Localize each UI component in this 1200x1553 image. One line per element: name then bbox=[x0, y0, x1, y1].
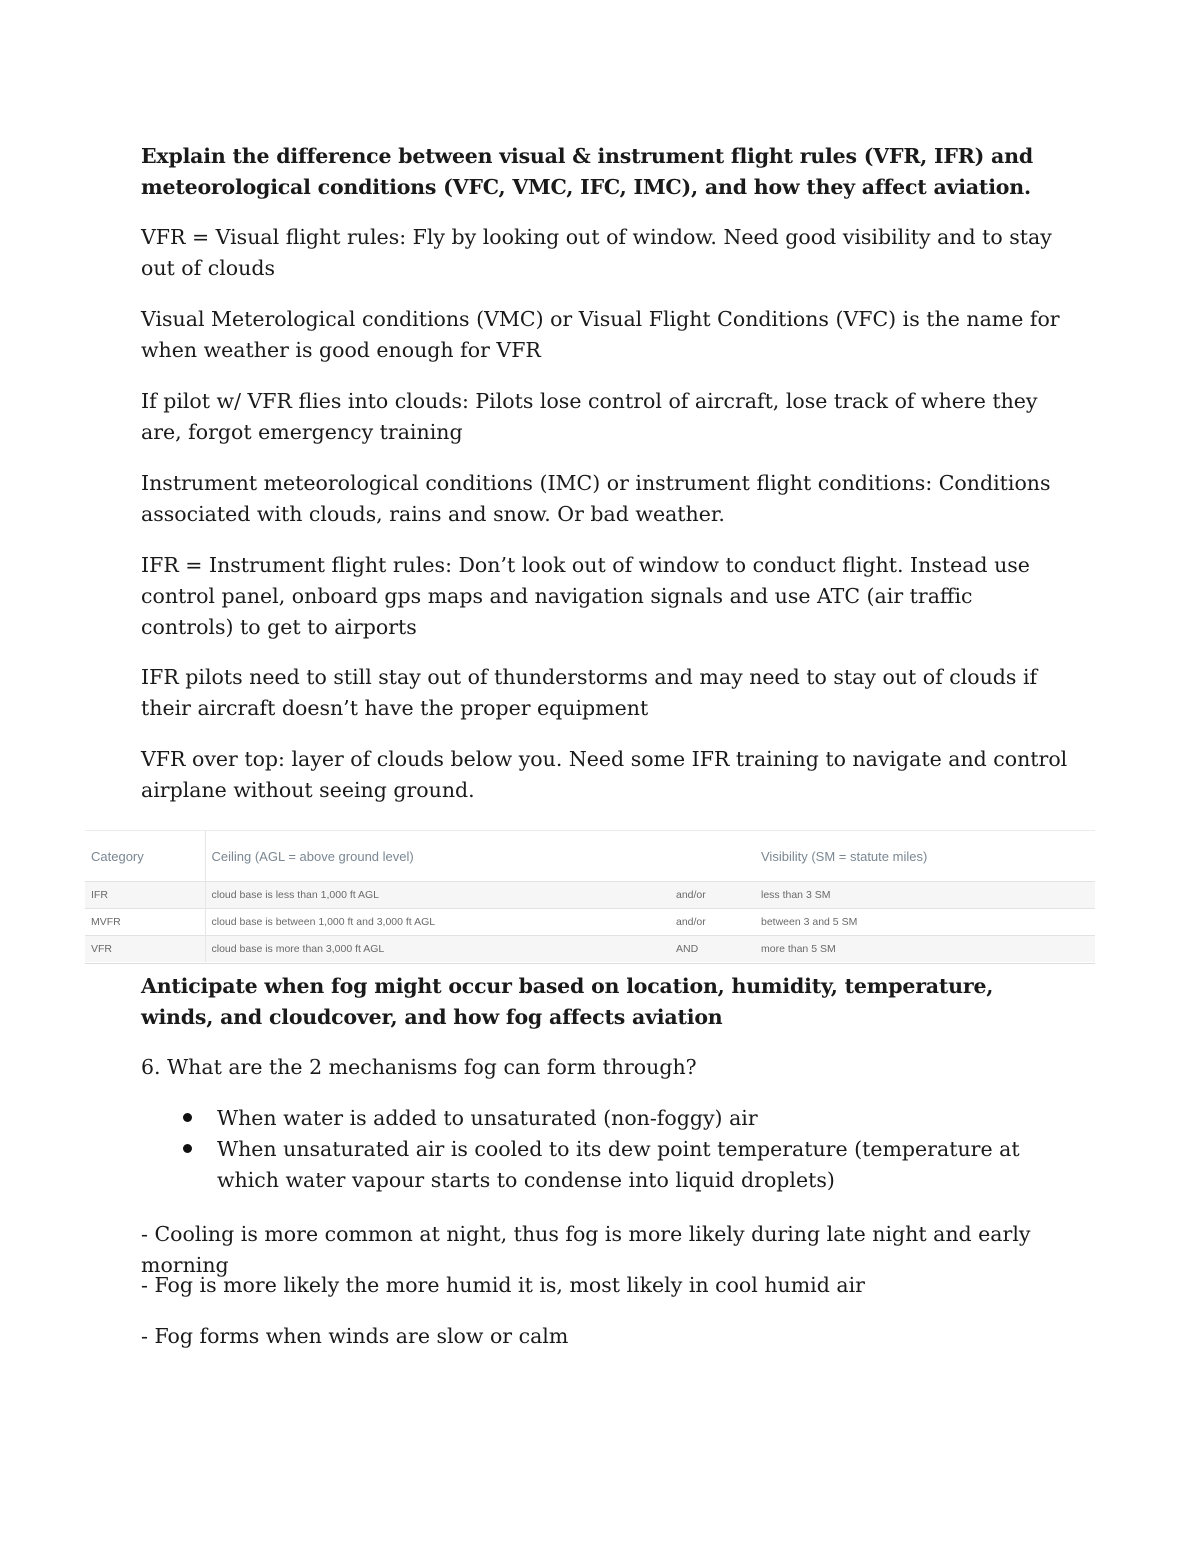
paragraph-imc-definition: Instrument meteorological conditions (IMC) or instrument flight conditions: Conditions associated with clouds, rains and snow. Or bad weather. bbox=[141, 471, 1051, 526]
table-cell-category: IFR bbox=[85, 882, 205, 909]
flight-category-table-grid bbox=[85, 831, 1095, 962]
note-winds: - Fog forms when winds are slow or calm bbox=[141, 1324, 569, 1348]
table-cell-ceiling: cloud base is more than 3,000 ft AGL bbox=[205, 936, 670, 963]
paragraph-ifr-thunderstorms: IFR pilots need to still stay out of thunderstorms and may need to stay out of clouds if their aircraft doesn’t have the proper equipment bbox=[141, 665, 1038, 720]
table-header-visibility: Visibility (SM = statute miles) bbox=[761, 848, 928, 864]
fog-mechanisms-list bbox=[141, 1103, 1071, 1196]
bullet-icon bbox=[183, 1113, 192, 1122]
paragraph-ifr-definition: IFR = Instrument flight rules: Don’t look out of window to conduct flight. Instead use control panel, onboard gps maps and navigation signals and use ATC (air traffic controls) to get to airports bbox=[141, 553, 1030, 639]
list-item-text: When unsaturated air is cooled to its dew point temperature (temperature at which water vapour starts to condense into liquid droplets) bbox=[217, 1137, 1020, 1192]
list-item bbox=[141, 1134, 1071, 1196]
table-cell-conjunction: and/or bbox=[670, 882, 755, 909]
table-cell-ceiling: cloud base is between 1,000 ft and 3,000 ft AGL bbox=[205, 909, 670, 936]
paragraph-vfr-definition: VFR = Visual flight rules: Fly by looking out of window. Need good visibility and to stay out of clouds bbox=[141, 225, 1052, 280]
table-header-category: Category bbox=[91, 848, 144, 864]
section-heading-fog: Anticipate when fog might occur based on location, humidity, temperature, winds, and cloudcover, and how fog affects aviation bbox=[141, 974, 994, 1029]
paragraph-vfr-into-clouds: If pilot w/ VFR flies into clouds: Pilots lose control of aircraft, lose track of where they are, forgot emergency training bbox=[141, 389, 1038, 444]
table-cell-conjunction: AND bbox=[670, 936, 755, 963]
table-row bbox=[85, 936, 1095, 963]
table-header-ceiling: Ceiling (AGL = above ground level) bbox=[205, 831, 670, 882]
question-fog-mechanisms: 6. What are the 2 mechanisms fog can form through? bbox=[141, 1055, 697, 1079]
table-cell-conjunction: and/or bbox=[670, 909, 755, 936]
note-humidity: - Fog is more likely the more humid it is, most likely in cool humid air bbox=[141, 1273, 865, 1297]
table-header-row bbox=[85, 831, 1095, 882]
table-row bbox=[85, 882, 1095, 909]
list-item bbox=[141, 1103, 1071, 1134]
table-cell-category: VFR bbox=[85, 936, 205, 963]
table-cell-visibility: between 3 and 5 SM bbox=[755, 909, 1095, 936]
table-cell-visibility: less than 3 SM bbox=[755, 882, 1095, 909]
table-cell-ceiling: cloud base is less than 1,000 ft AGL bbox=[205, 882, 670, 909]
flight-category-table bbox=[85, 830, 1095, 964]
note-cooling-night: - Cooling is more common at night, thus fog is more likely during late night and early morning bbox=[141, 1222, 1031, 1277]
list-item-text: When water is added to unsaturated (non-foggy) air bbox=[217, 1106, 758, 1130]
table-cell-visibility: more than 5 SM bbox=[755, 936, 1095, 963]
section-heading-flight-rules: Explain the difference between visual & instrument flight rules (VFR, IFR) and meteorological conditions (VFC, VMC, IFC, IMC), and how they affect aviation. bbox=[141, 144, 1033, 199]
table-cell-category: MVFR bbox=[85, 909, 205, 936]
bullet-icon bbox=[183, 1144, 192, 1153]
paragraph-vfr-over-top: VFR over top: layer of clouds below you. Need some IFR training to navigate and control airplane without seeing ground. bbox=[141, 747, 1068, 802]
table-header-conjunction bbox=[670, 831, 755, 882]
paragraph-vmc-definition: Visual Meterological conditions (VMC) or Visual Flight Conditions (VFC) is the name for when weather is good enough for VFR bbox=[141, 307, 1060, 362]
table-row bbox=[85, 909, 1095, 936]
